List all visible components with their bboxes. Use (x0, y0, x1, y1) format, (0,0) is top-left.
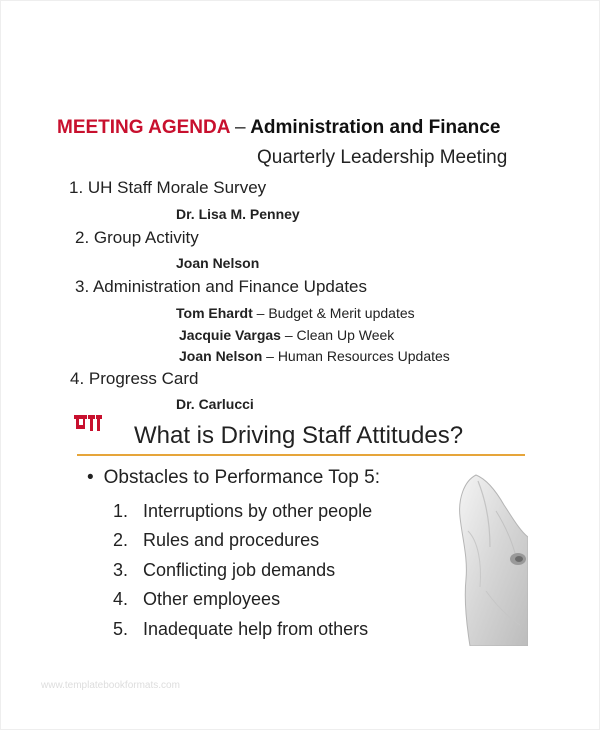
list-item (113, 501, 372, 522)
presenter-name: Dr. Carlucci (176, 396, 254, 412)
slide-heading: What is Driving Staff Attitudes? (134, 422, 464, 449)
presenter-detail: – Human Resources Updates (262, 348, 450, 364)
presenter-4 (179, 327, 394, 343)
agenda-title (57, 117, 500, 139)
presenter-2 (176, 255, 259, 271)
list-item (113, 619, 368, 640)
agenda-item-3: 3. Administration and Finance Updates (75, 277, 368, 296)
presenter-name: Jacquie Vargas (179, 327, 281, 343)
agenda-item-1: 1. UH Staff Morale Survey (69, 178, 267, 197)
uh-logo-icon (73, 413, 103, 433)
presenter-6 (176, 396, 254, 412)
agenda-item-4: 4. Progress Card (70, 369, 199, 388)
list-item (113, 560, 335, 581)
list-text: Other employees (143, 589, 281, 609)
list-number: 1. (113, 501, 129, 521)
presenter-name: Joan Nelson (176, 255, 260, 271)
presenter-name: Dr. Lisa M. Penney (176, 206, 300, 222)
agenda-item-2: 2. Group Activity (75, 228, 199, 247)
presenter-detail: – Budget & Merit updates (252, 305, 415, 321)
list-text: Conflicting job demands (143, 560, 336, 580)
list-number: 2. (113, 530, 129, 550)
presenter-name: Joan Nelson (179, 348, 263, 364)
list-number: 5. (113, 619, 129, 639)
agenda-title-rest: Administration and Finance (250, 117, 501, 138)
presenter-5 (179, 348, 450, 364)
cougar-image-icon (456, 471, 528, 646)
presenter-1 (176, 206, 300, 222)
presenter-3 (176, 305, 415, 321)
bullet-item (87, 467, 380, 489)
list-text: Inadequate help from others (143, 619, 369, 639)
list-text: Interruptions by other people (143, 501, 373, 521)
agenda-subtitle: Quarterly Leadership Meeting (257, 147, 508, 168)
list-text: Rules and procedures (143, 530, 320, 550)
list-number: 3. (113, 560, 129, 580)
bullet-dot: • (87, 467, 94, 488)
watermark-text: www.templatebookformats.com (41, 680, 180, 691)
bullet-text: Obstacles to Performance Top 5: (103, 467, 381, 488)
agenda-title-red: MEETING AGENDA (57, 117, 230, 138)
agenda-title-dash: – (235, 117, 246, 138)
presenter-detail: – Clean Up Week (280, 327, 395, 343)
list-number: 4. (113, 589, 129, 609)
list-item (113, 589, 280, 610)
heading-divider (77, 454, 525, 456)
list-item (113, 530, 319, 551)
presenter-name: Tom Ehardt (176, 305, 253, 321)
